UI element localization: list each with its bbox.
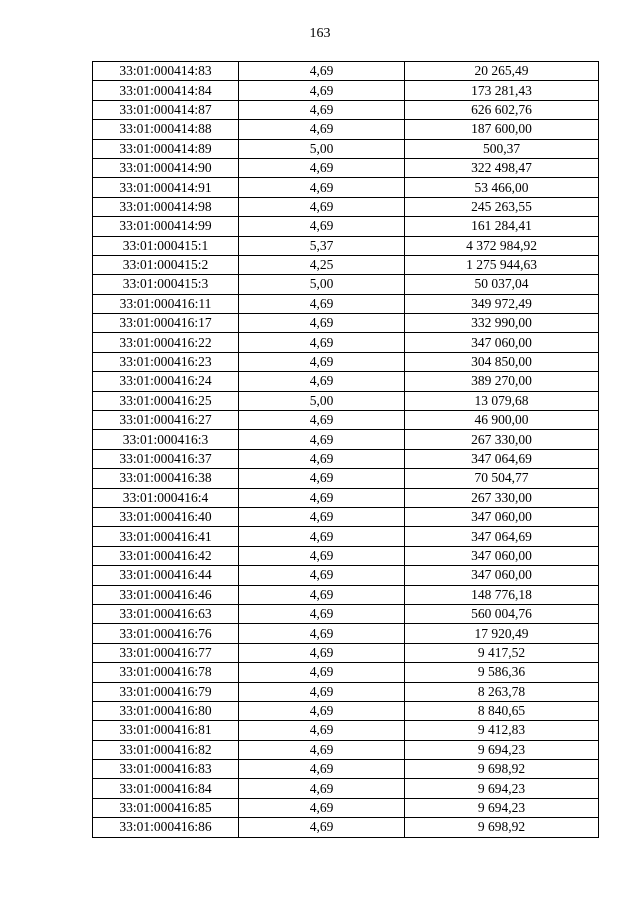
cadastral-number-cell: 33:01:000416:77 (93, 643, 239, 662)
cadastral-number-cell: 33:01:000416:83 (93, 760, 239, 779)
value-cell: 9 694,23 (405, 798, 599, 817)
cadastral-number-cell: 33:01:000416:78 (93, 663, 239, 682)
value-cell: 9 694,23 (405, 779, 599, 798)
value-cell: 267 330,00 (405, 430, 599, 449)
table-row (93, 604, 599, 623)
value-cell: 347 064,69 (405, 527, 599, 546)
rate-cell: 4,69 (239, 100, 405, 119)
value-cell: 347 064,69 (405, 449, 599, 468)
cadastral-number-cell: 33:01:000414:98 (93, 197, 239, 216)
table-row (93, 120, 599, 139)
table-row (93, 391, 599, 410)
rate-cell: 4,69 (239, 604, 405, 623)
cadastral-number-cell: 33:01:000416:27 (93, 411, 239, 430)
cadastral-number-cell: 33:01:000416:80 (93, 701, 239, 720)
value-cell: 347 060,00 (405, 333, 599, 352)
rate-cell: 4,69 (239, 546, 405, 565)
table-row (93, 527, 599, 546)
cadastral-number-cell: 33:01:000416:46 (93, 585, 239, 604)
cadastral-number-cell: 33:01:000416:85 (93, 798, 239, 817)
rate-cell: 4,69 (239, 740, 405, 759)
cadastral-number-cell: 33:01:000416:25 (93, 391, 239, 410)
value-cell: 53 466,00 (405, 178, 599, 197)
rate-cell: 4,69 (239, 818, 405, 837)
table-row (93, 81, 599, 100)
value-cell: 173 281,43 (405, 81, 599, 100)
value-cell: 148 776,18 (405, 585, 599, 604)
table-row (93, 255, 599, 274)
cadastral-number-cell: 33:01:000414:84 (93, 81, 239, 100)
value-cell: 322 498,47 (405, 158, 599, 177)
table-row (93, 740, 599, 759)
cadastral-number-cell: 33:01:000416:17 (93, 314, 239, 333)
table-row (93, 372, 599, 391)
table-row (93, 217, 599, 236)
cadastral-number-cell: 33:01:000416:38 (93, 469, 239, 488)
table-row (93, 449, 599, 468)
table-row (93, 100, 599, 119)
cadastral-number-cell: 33:01:000415:2 (93, 255, 239, 274)
rate-cell: 4,69 (239, 643, 405, 662)
cadastral-number-cell: 33:01:000416:40 (93, 507, 239, 526)
cadastral-number-cell: 33:01:000414:91 (93, 178, 239, 197)
page-number: 163 (309, 26, 331, 41)
cadastral-number-cell: 33:01:000416:42 (93, 546, 239, 565)
table-row (93, 507, 599, 526)
value-cell: 8 263,78 (405, 682, 599, 701)
value-cell: 13 079,68 (405, 391, 599, 410)
table-row (93, 721, 599, 740)
value-cell: 332 990,00 (405, 314, 599, 333)
rate-cell: 4,69 (239, 294, 405, 313)
rate-cell: 4,69 (239, 430, 405, 449)
rate-cell: 4,69 (239, 81, 405, 100)
value-cell: 187 600,00 (405, 120, 599, 139)
value-cell: 9 417,52 (405, 643, 599, 662)
cadastral-number-cell: 33:01:000416:63 (93, 604, 239, 623)
value-cell: 560 004,76 (405, 604, 599, 623)
rate-cell: 4,25 (239, 255, 405, 274)
table-row (93, 798, 599, 817)
cadastral-number-cell: 33:01:000416:86 (93, 818, 239, 837)
value-cell: 20 265,49 (405, 62, 599, 81)
table-row (93, 430, 599, 449)
value-cell: 349 972,49 (405, 294, 599, 313)
value-cell: 500,37 (405, 139, 599, 158)
table-row (93, 178, 599, 197)
value-cell: 347 060,00 (405, 507, 599, 526)
value-cell: 245 263,55 (405, 197, 599, 216)
rate-cell: 4,69 (239, 798, 405, 817)
rate-cell: 5,00 (239, 391, 405, 410)
cadastral-number-cell: 33:01:000416:76 (93, 624, 239, 643)
value-cell: 304 850,00 (405, 352, 599, 371)
table-row (93, 236, 599, 255)
cadastral-number-cell: 33:01:000416:24 (93, 372, 239, 391)
rate-cell: 4,69 (239, 158, 405, 177)
rate-cell: 4,69 (239, 566, 405, 585)
rate-cell: 4,69 (239, 779, 405, 798)
cadastral-number-cell: 33:01:000416:37 (93, 449, 239, 468)
table-row (93, 488, 599, 507)
rate-cell: 4,69 (239, 178, 405, 197)
table-row (93, 197, 599, 216)
rate-cell: 4,69 (239, 62, 405, 81)
table-row (93, 566, 599, 585)
cadastral-number-cell: 33:01:000416:23 (93, 352, 239, 371)
table-row (93, 663, 599, 682)
cadastral-number-cell: 33:01:000416:79 (93, 682, 239, 701)
rate-cell: 4,69 (239, 663, 405, 682)
cadastral-number-cell: 33:01:000414:83 (93, 62, 239, 81)
rate-cell: 4,69 (239, 488, 405, 507)
table-row (93, 818, 599, 837)
cadastral-number-cell: 33:01:000416:44 (93, 566, 239, 585)
cadastral-number-cell: 33:01:000416:84 (93, 779, 239, 798)
table-row (93, 585, 599, 604)
cadastral-number-cell: 33:01:000416:4 (93, 488, 239, 507)
value-cell: 389 270,00 (405, 372, 599, 391)
cadastral-number-cell: 33:01:000416:22 (93, 333, 239, 352)
value-cell: 4 372 984,92 (405, 236, 599, 255)
cadastral-number-cell: 33:01:000416:11 (93, 294, 239, 313)
table-row (93, 701, 599, 720)
rate-cell: 4,69 (239, 372, 405, 391)
rate-cell: 4,69 (239, 217, 405, 236)
rate-cell: 5,00 (239, 139, 405, 158)
rate-cell: 4,69 (239, 585, 405, 604)
value-cell: 9 586,36 (405, 663, 599, 682)
table-row (93, 682, 599, 701)
value-cell: 17 920,49 (405, 624, 599, 643)
value-cell: 46 900,00 (405, 411, 599, 430)
table-row (93, 760, 599, 779)
table-row (93, 275, 599, 294)
cadastral-number-cell: 33:01:000414:88 (93, 120, 239, 139)
table-row (93, 469, 599, 488)
table-row (93, 139, 599, 158)
rate-cell: 4,69 (239, 314, 405, 333)
value-cell: 347 060,00 (405, 566, 599, 585)
rate-cell: 4,69 (239, 507, 405, 526)
value-cell: 9 694,23 (405, 740, 599, 759)
rate-cell: 4,69 (239, 197, 405, 216)
value-cell: 161 284,41 (405, 217, 599, 236)
rate-cell: 4,69 (239, 701, 405, 720)
rate-cell: 4,69 (239, 760, 405, 779)
value-cell: 267 330,00 (405, 488, 599, 507)
cadastral-number-cell: 33:01:000416:82 (93, 740, 239, 759)
cadastral-number-cell: 33:01:000416:81 (93, 721, 239, 740)
table-row (93, 779, 599, 798)
cadastral-number-cell: 33:01:000416:41 (93, 527, 239, 546)
table-row (93, 352, 599, 371)
value-cell: 50 037,04 (405, 275, 599, 294)
cadastral-number-cell: 33:01:000415:3 (93, 275, 239, 294)
table-row (93, 546, 599, 565)
value-cell: 1 275 944,63 (405, 255, 599, 274)
cadastral-number-cell: 33:01:000414:90 (93, 158, 239, 177)
value-cell: 626 602,76 (405, 100, 599, 119)
rate-cell: 4,69 (239, 333, 405, 352)
cadastral-number-cell: 33:01:000414:87 (93, 100, 239, 119)
rate-cell: 5,37 (239, 236, 405, 255)
table-row (93, 158, 599, 177)
rate-cell: 4,69 (239, 721, 405, 740)
cadastral-value-table (92, 61, 599, 838)
table-row (93, 62, 599, 81)
value-cell: 9 412,83 (405, 721, 599, 740)
value-cell: 9 698,92 (405, 818, 599, 837)
rate-cell: 4,69 (239, 449, 405, 468)
cadastral-number-cell: 33:01:000414:89 (93, 139, 239, 158)
table-row (93, 411, 599, 430)
rate-cell: 4,69 (239, 120, 405, 139)
table-row (93, 624, 599, 643)
cadastral-number-cell: 33:01:000414:99 (93, 217, 239, 236)
rate-cell: 4,69 (239, 469, 405, 488)
value-cell: 347 060,00 (405, 546, 599, 565)
rate-cell: 4,69 (239, 352, 405, 371)
rate-cell: 4,69 (239, 527, 405, 546)
rate-cell: 4,69 (239, 624, 405, 643)
rate-cell: 5,00 (239, 275, 405, 294)
cadastral-number-cell: 33:01:000416:3 (93, 430, 239, 449)
table-body (93, 62, 599, 838)
table-row (93, 314, 599, 333)
cadastral-number-cell: 33:01:000415:1 (93, 236, 239, 255)
value-cell: 9 698,92 (405, 760, 599, 779)
table-row (93, 333, 599, 352)
rate-cell: 4,69 (239, 682, 405, 701)
table-row (93, 643, 599, 662)
value-cell: 70 504,77 (405, 469, 599, 488)
table-row (93, 294, 599, 313)
rate-cell: 4,69 (239, 411, 405, 430)
value-cell: 8 840,65 (405, 701, 599, 720)
